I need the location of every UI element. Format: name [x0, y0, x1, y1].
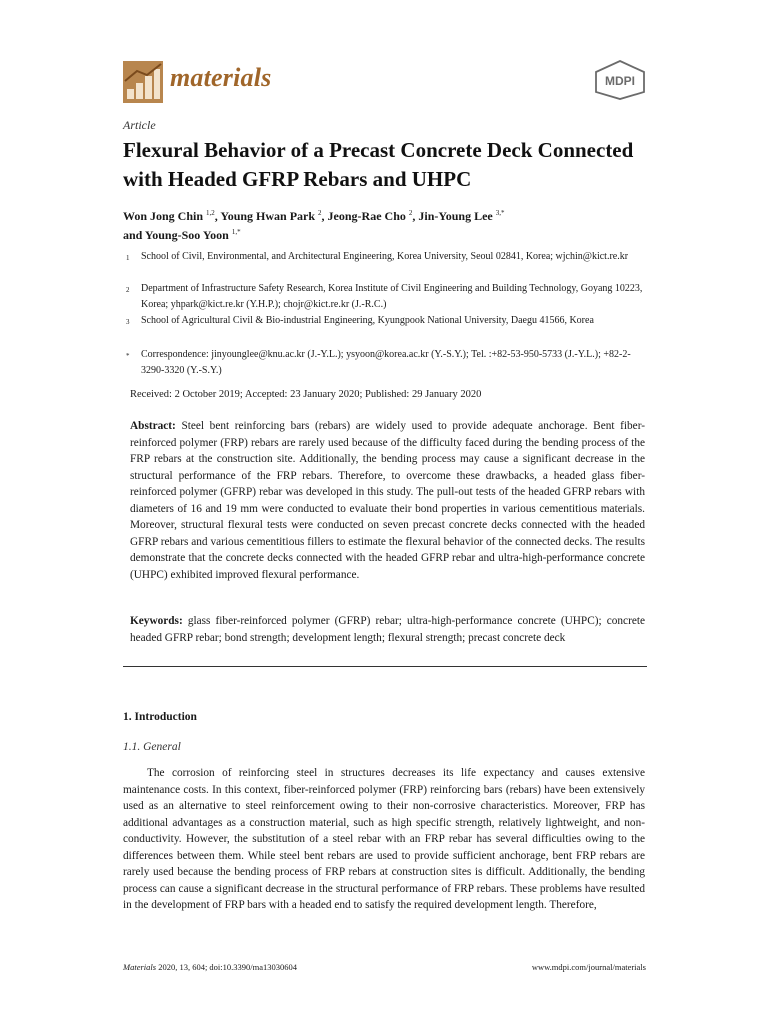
- abstract: [130, 418, 645, 583]
- paper-title: Flexural Behavior of a Precast Concrete Deck Connected with Headed GFRP Rebars and UHPC: [123, 138, 634, 191]
- affiliation-text: Department of Infrastructure Safety Research, Korea Institute of Civil Engineering and Building Technology, Goyang 10223, Korea; yhpark@kict.re.kr (Y.H.P.); chojr@kict.re.kr (J.-R.C.): [141, 283, 643, 310]
- footer-citation: [123, 962, 297, 972]
- keywords-label: Keywords:: [130, 615, 183, 627]
- author-affiliation-mark: 2: [318, 209, 322, 217]
- author-name: Won Jong Chin: [123, 209, 204, 223]
- affiliation-text: School of Civil, Environmental, and Architectural Engineering, Korea University, Seoul 02841, Korea; wjchin@kict.re.kr: [141, 251, 629, 262]
- affiliation-item: [123, 281, 653, 313]
- author-list: Won Jong Chin $^{1,2}$, Young Hwan Park $^2$, Jeong-Rae Cho $^2$, Jin-Young Lee $^{3,*}$ and Young-Soo Yoon $^{1,*}$: [123, 209, 505, 242]
- subsection-heading: 1.1. General: [123, 741, 181, 753]
- body-paragraph: The corrosion of reinforcing steel in structures decreases its life expectancy and causes extensive maintenance costs. In this context, fiber-reinforced polymer (FRP) reinforcing bars (rebars) have been extensively used as an alternative to steel reinforcement owing to their non-corrosive characteristics. Moreover, FRP has additional advantages as a construction material, such as high specific strength, relatively lightweight, and non-conductivity. However, the substitution of a steel rebar with an FRP rebar has several difficulties owing to the differences between them. While steel bent rebars are used to provide sufficient anchorage, bent FRP rebars are rarely used because the bending process of FRP rebars at construction sites is difficult. Additionally, the bending process can cause a significant decrease in the structural performance of FRP rebars. These problems have resulted in the development of FRP bars with a headed end to satisfy the required development length. Therefore,: [123, 767, 645, 911]
- affiliation-mark: 2: [126, 286, 130, 294]
- author-affiliation-mark: 1,*: [231, 228, 241, 236]
- author-name: Young-Soo Yoon: [144, 228, 229, 242]
- author-name: Jeong-Rae Cho: [327, 209, 406, 223]
- materials-logo-icon: [123, 61, 163, 103]
- author-name: Young Hwan Park: [220, 209, 316, 223]
- article-type: Article: [123, 118, 156, 132]
- mdpi-logo-text: MDPI: [605, 74, 635, 88]
- author-name: Jin-Young Lee: [418, 209, 493, 223]
- affiliation-mark: 1: [126, 254, 130, 262]
- section-heading: 1. Introduction: [123, 711, 197, 723]
- footer-url[interactable]: www.mdpi.com/journal/materials: [531, 962, 646, 972]
- author-affiliation-mark: 2: [408, 209, 413, 217]
- correspondence-item: [123, 347, 653, 379]
- abstract-label: Abstract:: [130, 420, 176, 432]
- publication-dates: Received: 2 October 2019; Accepted: 23 January 2020; Published: 29 January 2020: [130, 389, 482, 400]
- affiliation-mark: *: [126, 352, 130, 360]
- author-affiliation-mark: 3,*: [495, 209, 505, 217]
- affiliation-text: School of Agricultural Civil & Bio-industrial Engineering, Kyungpook National University, Daegu 41566, Korea: [141, 315, 594, 326]
- affiliation-mark: 3: [126, 318, 130, 326]
- abstract-text: Steel bent reinforcing bars (rebars) are widely used to provide adequate anchorage. Bent fiber-reinforced polymer (FRP) rebars are rarely used because of the difficulty faced during the bending process of the FRP rebars at the construction site. Additionally, the bending process may cause a significant decrease in the structural performance of the FRP rebars. Therefore, to overcome these drawbacks, a headed glass fiber-reinforced polymer (GFRP) rebar was developed in this study. The pull-out tests of the headed GFRP rebars with diameters of 16 and 19 mm were conducted to evaluate their bond properties in various cementitious materials. Moreover, structural flexural tests were conducted on seven precast concrete decks connected with the headed GFRP rebars and various cementitious fillers to estimate the flexural behavior of the connected decks. The results demonstrate that the concrete decks connected with the headed GFRP rebar and ultra-high-performance concrete (UHPC) exhibited improved flexural performance.: [130, 420, 645, 581]
- correspondence-text: Correspondence: jinyounglee@knu.ac.kr (J.-Y.L.); ysyoon@korea.ac.kr (Y.-S.Y.); Tel. :+82-53-950-5733 (J.-Y.L.); +82-2-3290-3320 (Y.-S.Y.): [141, 349, 631, 376]
- keywords-text: glass fiber-reinforced polymer (GFRP) rebar; ultra-high-performance concrete (UHPC); concrete headed GFRP rebar; bond strength; development length; flexural strength; precast concrete deck: [130, 615, 645, 644]
- author-affiliation-mark: 1,2: [206, 209, 215, 217]
- affiliation-item: [123, 313, 653, 329]
- footer-journal: Materials: [123, 962, 157, 972]
- footer-citation-text: 2020, 13, 604; doi:10.3390/ma13030604: [158, 962, 298, 972]
- keywords: [130, 613, 645, 646]
- mdpi-logo-icon: [594, 60, 646, 100]
- affiliation-item: [123, 249, 653, 265]
- journal-name: materials: [170, 63, 272, 92]
